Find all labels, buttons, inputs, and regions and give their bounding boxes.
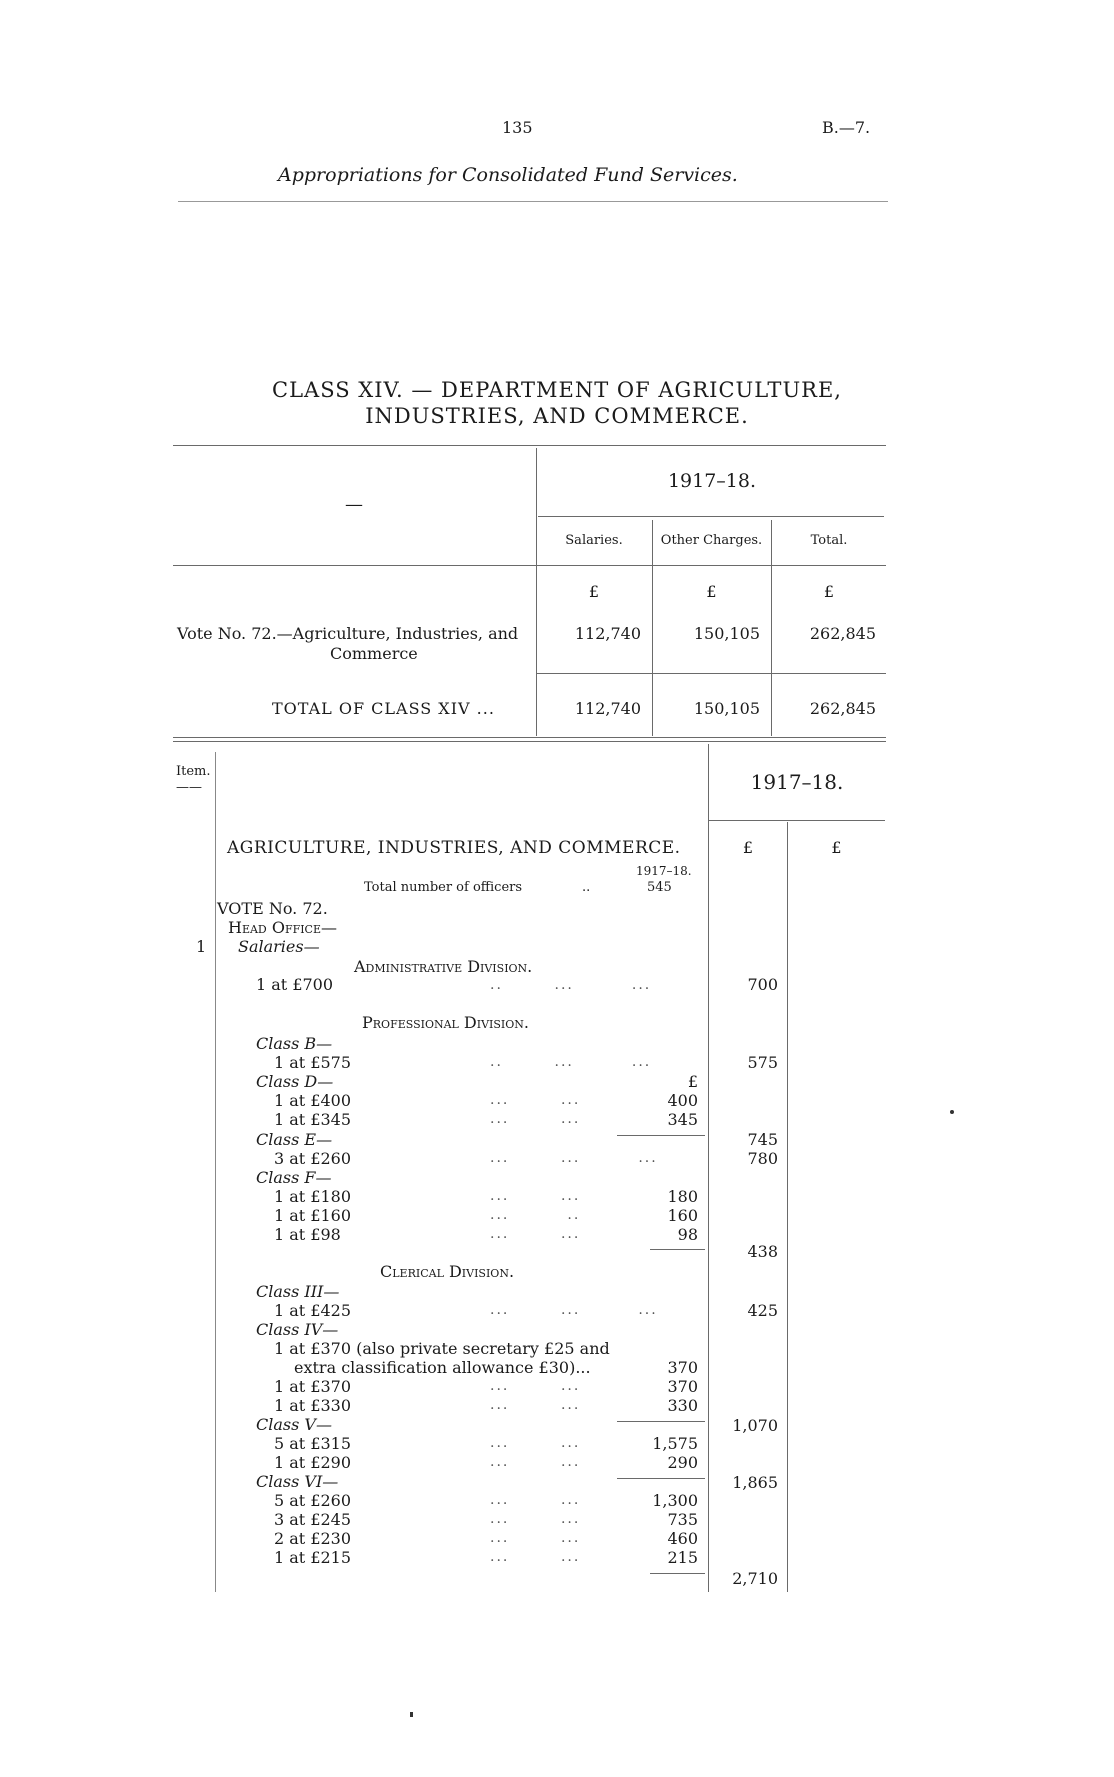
total-of-class-label: TOTAL OF CLASS XIV ...	[272, 699, 495, 718]
class-f-line-3-leader: ... ...	[490, 1226, 581, 1242]
class-f-line-3-label: 1 at £98	[274, 1225, 341, 1244]
summary-subtotal-rule	[537, 673, 886, 674]
vote-72-total: 262,845	[809, 624, 876, 643]
amount-column-divider-2	[787, 822, 788, 1592]
class-iv-line-2-amount: 370	[667, 1377, 698, 1396]
class-e-heading: Class E—	[256, 1130, 333, 1149]
currency-salaries: £	[588, 582, 600, 601]
vote-72-heading: VOTE No. 72.	[217, 899, 328, 918]
document-reference: B.—7.	[822, 118, 871, 137]
class-iv-subtotal-rule	[617, 1421, 705, 1422]
admin-line-leader: .. ... ...	[490, 977, 652, 993]
class-vi-line-2-amount: 735	[667, 1510, 698, 1529]
column-header-salaries: Salaries.	[565, 533, 623, 548]
class-iii-heading: Class III—	[256, 1282, 340, 1301]
summary-year: 1917–18.	[667, 470, 757, 492]
class-iv-line-1-label-b: extra classification allowance £30)...	[294, 1358, 591, 1377]
class-title-line-2: INDUSTRIES, AND COMMERCE.	[365, 404, 749, 428]
class-vi-heading: Class VI—	[256, 1472, 339, 1491]
class-v-total: 1,865	[732, 1473, 778, 1492]
administrative-division-heading: Administrative Division.	[354, 957, 533, 976]
class-b-line-label: 1 at £575	[274, 1053, 352, 1072]
vote-72-label-line-1: Vote No. 72.—Agriculture, Industries, and	[177, 624, 519, 643]
class-vi-line-2-leader: ... ...	[490, 1511, 581, 1527]
class-iv-line-1-amount: 370	[667, 1358, 698, 1377]
total-salaries: 112,740	[574, 699, 641, 718]
class-e-line-label: 3 at £260	[274, 1149, 352, 1168]
class-iv-line-1-label-a: 1 at £370 (also private secretary £25 and	[274, 1339, 610, 1358]
class-d-line-2-label: 1 at £345	[274, 1110, 352, 1129]
class-iv-total: 1,070	[732, 1416, 778, 1435]
class-vi-total: 2,710	[732, 1569, 778, 1588]
class-v-line-1-label: 5 at £315	[274, 1434, 352, 1453]
class-f-line-1-amount: 180	[667, 1187, 698, 1206]
class-d-line-1-label: 1 at £400	[274, 1091, 352, 1110]
admin-line-amount: 700	[747, 975, 778, 994]
class-vi-line-3-amount: 460	[667, 1529, 698, 1548]
currency-other-charges: £	[706, 582, 717, 601]
class-f-total: 438	[747, 1242, 778, 1261]
class-vi-line-4-leader: ... ...	[490, 1549, 581, 1565]
item-column-header: Item.	[176, 764, 211, 779]
detail-currency-col-2: £	[831, 838, 842, 857]
class-b-line-leader: .. ... ...	[490, 1054, 652, 1070]
class-v-line-2-amount: 290	[667, 1453, 698, 1472]
detail-year-rule	[709, 820, 885, 821]
class-f-line-2-amount: 160	[667, 1206, 698, 1225]
class-vi-line-1-amount: 1,300	[652, 1491, 698, 1510]
vote-72-salaries: 112,740	[574, 624, 641, 643]
amount-column-divider-1	[708, 744, 709, 1592]
class-d-total: 745	[747, 1130, 778, 1149]
class-iv-line-3-leader: ... ...	[490, 1397, 581, 1413]
class-iv-line-3-amount: 330	[667, 1396, 698, 1415]
admin-line-label: 1 at £700	[256, 975, 334, 994]
class-d-subtotal-rule	[617, 1135, 705, 1136]
item-number: 1	[196, 937, 207, 956]
page-number: 135	[502, 118, 533, 137]
vote-72-label-line-2: Commerce	[330, 644, 418, 663]
class-v-line-1-amount: 1,575	[652, 1434, 698, 1453]
officers-label: Total number of officers	[364, 880, 523, 895]
column-header-total: Total.	[810, 533, 848, 548]
item-column-divider	[215, 752, 216, 1592]
class-v-line-1-leader: ... ...	[490, 1435, 581, 1451]
class-iv-line-3-label: 1 at £330	[274, 1396, 352, 1415]
section-heading: AGRICULTURE, INDUSTRIES, AND COMMERCE.	[227, 838, 681, 858]
detail-year: 1917–18.	[750, 770, 844, 794]
summary-bottom-rule-2	[173, 741, 886, 742]
class-v-line-2-leader: ... ...	[490, 1454, 581, 1470]
class-d-line-1-leader: ... ...	[490, 1092, 581, 1108]
class-d-currency: £	[687, 1072, 698, 1091]
class-iv-line-2-leader: ... ...	[490, 1378, 581, 1394]
vote-72-other-charges: 150,105	[693, 624, 760, 643]
class-vi-line-3-leader: ... ...	[490, 1530, 581, 1546]
class-title-line-1: CLASS XIV. — DEPARTMENT OF AGRICULTURE,	[272, 378, 842, 402]
class-iii-line-amount: 425	[747, 1301, 778, 1320]
summary-year-rule	[538, 516, 884, 517]
class-v-heading: Class V—	[256, 1415, 332, 1434]
total-other-charges: 150,105	[693, 699, 760, 718]
class-vi-line-3-label: 2 at £230	[274, 1529, 352, 1548]
class-vi-line-4-label: 1 at £215	[274, 1548, 352, 1567]
class-vi-line-2-label: 3 at £245	[274, 1510, 352, 1529]
running-title: Appropriations for Consolidated Fund Services.	[278, 164, 738, 186]
column-header-other-charges: Other Charges.	[660, 533, 763, 548]
class-d-heading: Class D—	[256, 1072, 334, 1091]
class-b-heading: Class B—	[256, 1034, 333, 1053]
class-vi-line-4-amount: 215	[667, 1548, 698, 1567]
currency-total: £	[823, 582, 835, 601]
class-d-line-2-amount: 345	[667, 1110, 698, 1129]
class-d-line-2-leader: ... ...	[490, 1111, 581, 1127]
header-rule	[178, 201, 888, 202]
professional-division-heading: Professional Division.	[362, 1013, 530, 1032]
class-f-line-3-amount: 98	[677, 1225, 698, 1244]
class-iv-heading: Class IV—	[256, 1320, 339, 1339]
clerical-division-heading: Clerical Division.	[380, 1262, 515, 1281]
total-total: 262,845	[809, 699, 876, 718]
summary-top-rule	[173, 445, 886, 446]
officers-year: 1917–18.	[636, 864, 692, 878]
class-e-line-leader: ... ... ...	[490, 1150, 658, 1166]
item-column-dash: ——	[176, 780, 202, 795]
class-b-line-amount: 575	[747, 1053, 778, 1072]
officers-count: 545	[647, 880, 672, 895]
class-f-subtotal-rule	[650, 1249, 705, 1250]
class-v-subtotal-rule	[617, 1478, 705, 1479]
class-vi-line-1-label: 5 at £260	[274, 1491, 352, 1510]
detail-currency-col-1: £	[742, 838, 754, 857]
class-iv-line-2-label: 1 at £370	[274, 1377, 352, 1396]
class-e-line-amount: 780	[747, 1149, 778, 1168]
class-v-line-2-label: 1 at £290	[274, 1453, 352, 1472]
scan-speck	[950, 1110, 954, 1114]
salaries-heading: Salaries—	[238, 937, 320, 956]
class-iii-line-leader: ... ... ...	[490, 1302, 658, 1318]
class-iii-line-label: 1 at £425	[274, 1301, 352, 1320]
summary-header-rule	[173, 565, 886, 566]
head-office-heading: Head Office—	[228, 918, 338, 937]
class-vi-subtotal-rule	[650, 1573, 705, 1574]
officers-dots: ..	[582, 880, 591, 895]
scan-speck	[410, 1712, 413, 1717]
class-f-line-1-label: 1 at £180	[274, 1187, 352, 1206]
summary-bottom-rule-1	[173, 737, 886, 738]
summary-stub-dash: —	[345, 494, 363, 515]
class-f-line-2-label: 1 at £160	[274, 1206, 352, 1225]
class-f-heading: Class F—	[256, 1168, 332, 1187]
class-d-line-1-amount: 400	[667, 1091, 698, 1110]
class-f-line-1-leader: ... ...	[490, 1188, 581, 1204]
class-vi-line-1-leader: ... ...	[490, 1492, 581, 1508]
class-f-line-2-leader: ... ..	[490, 1207, 581, 1223]
